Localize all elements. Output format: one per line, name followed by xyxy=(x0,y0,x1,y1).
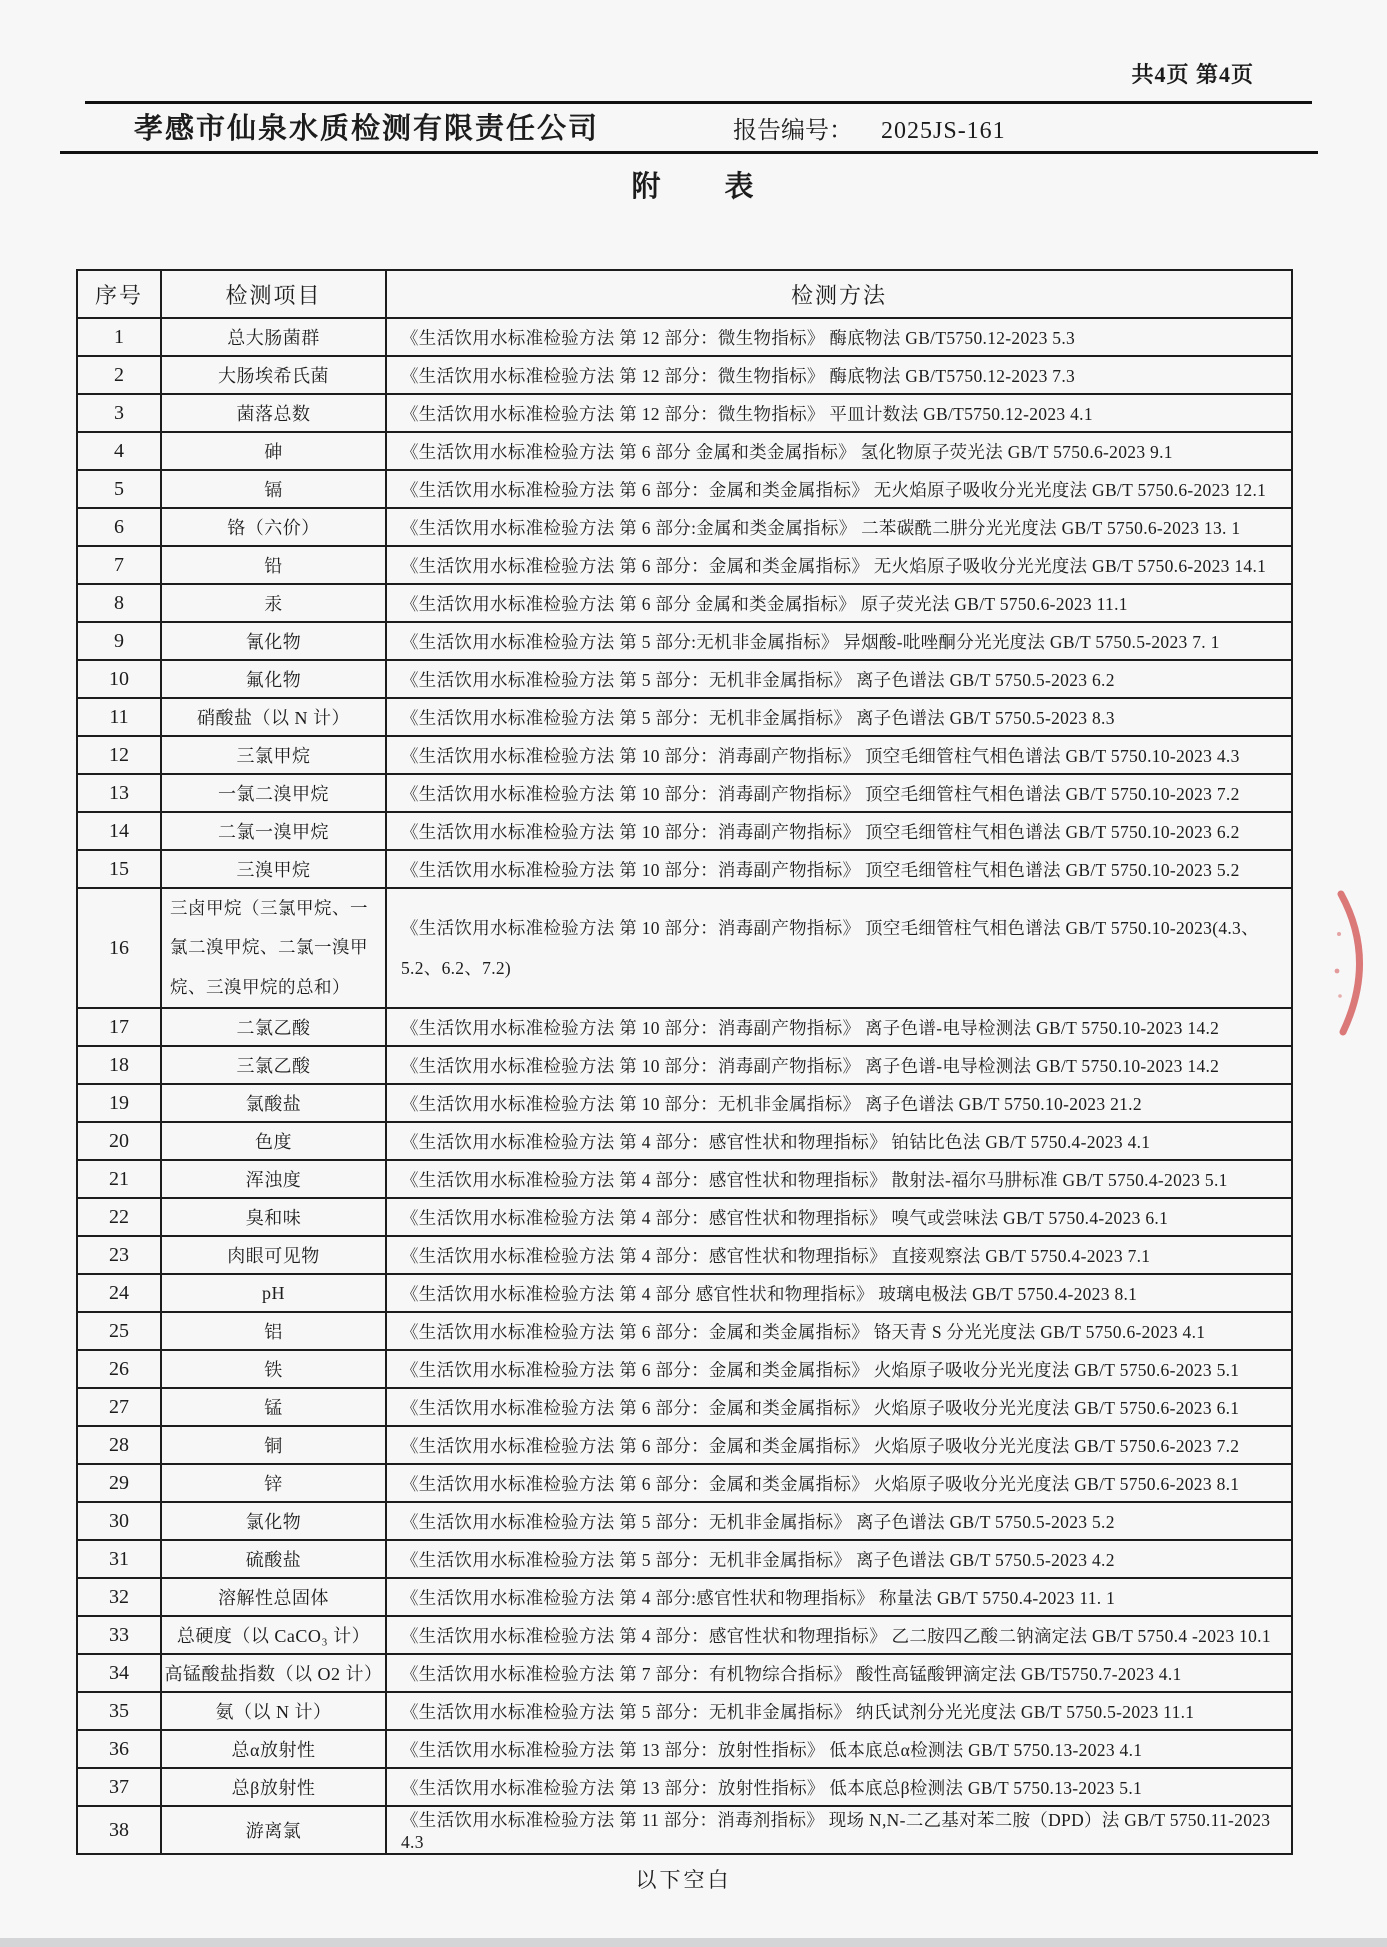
row-number: 35 xyxy=(77,1692,161,1730)
table-row xyxy=(77,1008,1292,1046)
test-method: 《生活饮用水标准检验方法 第 6 部分：金属和类金属指标》 火焰原子吸收分光光度法 GB/T 5750.6-2023 7.2 xyxy=(386,1426,1292,1464)
test-method: 《生活饮用水标准检验方法 第 12 部分：微生物指标》 酶底物法 GB/T5750.12-2023 7.3 xyxy=(386,356,1292,394)
test-item: 砷 xyxy=(161,432,386,470)
test-item: 高锰酸盐指数（以 O2 计） xyxy=(161,1654,386,1692)
table-row xyxy=(77,394,1292,432)
company-name: 孝感市仙泉水质检测有限责任公司 xyxy=(134,113,600,145)
test-item: 三卤甲烷（三氯甲烷、一氯二溴甲烷、二氯一溴甲烷、三溴甲烷的总和） xyxy=(161,888,386,1008)
test-item: 硝酸盐（以 N 计） xyxy=(161,698,386,736)
table-row xyxy=(77,660,1292,698)
test-item: 氯酸盐 xyxy=(161,1084,386,1122)
test-item: 氰化物 xyxy=(161,622,386,660)
test-method: 《生活饮用水标准检验方法 第 4 部分：感官性状和物理指标》 嗅气或尝味法 GB/T 5750.4-2023 6.1 xyxy=(386,1198,1292,1236)
row-number: 16 xyxy=(77,888,161,1008)
column-header-method: 检测方法 xyxy=(386,270,1292,318)
row-number: 5 xyxy=(77,470,161,508)
table-row xyxy=(77,1616,1292,1654)
row-number: 18 xyxy=(77,1046,161,1084)
test-method: 《生活饮用水标准检验方法 第 5 部分：无机非金属指标》 纳氏试剂分光光度法 GB/T 5750.5-2023 11.1 xyxy=(386,1692,1292,1730)
table-row xyxy=(77,850,1292,888)
row-number: 6 xyxy=(77,508,161,546)
test-method: 《生活饮用水标准检验方法 第 6 部分 金属和类金属指标》 原子荧光法 GB/T 5750.6-2023 11.1 xyxy=(386,584,1292,622)
table-row xyxy=(77,470,1292,508)
test-method: 《生活饮用水标准检验方法 第 6 部分 金属和类金属指标》 氢化物原子荧光法 GB/T 5750.6-2023 9.1 xyxy=(386,432,1292,470)
row-number: 4 xyxy=(77,432,161,470)
test-method: 《生活饮用水标准检验方法 第 13 部分：放射性指标》 低本底总β检测法 GB/T 5750.13-2023 5.1 xyxy=(386,1768,1292,1806)
test-item: 铅 xyxy=(161,546,386,584)
test-item: 硫酸盐 xyxy=(161,1540,386,1578)
test-item: 铜 xyxy=(161,1426,386,1464)
row-number: 21 xyxy=(77,1160,161,1198)
row-number: 25 xyxy=(77,1312,161,1350)
table-row xyxy=(77,1768,1292,1806)
row-number: 14 xyxy=(77,812,161,850)
header-rule-bottom xyxy=(60,151,1318,154)
row-number: 37 xyxy=(77,1768,161,1806)
test-item: 二氯乙酸 xyxy=(161,1008,386,1046)
row-number: 13 xyxy=(77,774,161,812)
row-number: 30 xyxy=(77,1502,161,1540)
table-row xyxy=(77,318,1292,356)
test-method: 《生活饮用水标准检验方法 第 4 部分：感官性状和物理指标》 散射法-福尔马肼标准 GB/T 5750.4-2023 5.1 xyxy=(386,1160,1292,1198)
column-header-no: 序号 xyxy=(77,270,161,318)
test-item: 大肠埃希氏菌 xyxy=(161,356,386,394)
test-item: 色度 xyxy=(161,1122,386,1160)
table-row xyxy=(77,1388,1292,1426)
table-header-row xyxy=(77,270,1292,318)
row-number: 23 xyxy=(77,1236,161,1274)
test-method: 《生活饮用水标准检验方法 第 6 部分：金属和类金属指标》 无火焰原子吸收分光光度法 GB/T 5750.6-2023 14.1 xyxy=(386,546,1292,584)
row-number: 28 xyxy=(77,1426,161,1464)
test-method: 《生活饮用水标准检验方法 第 4 部分：感官性状和物理指标》 铂钴比色法 GB/T 5750.4-2023 4.1 xyxy=(386,1122,1292,1160)
page-number-info: 共4页 第4页 xyxy=(1131,62,1254,87)
test-item: 总β放射性 xyxy=(161,1768,386,1806)
red-seal-edge-icon xyxy=(1325,888,1387,1038)
table-row xyxy=(77,622,1292,660)
test-method: 《生活饮用水标准检验方法 第 6 部分：金属和类金属指标》 铬天青 S 分光光度法 GB/T 5750.6-2023 4.1 xyxy=(386,1312,1292,1350)
test-item: 三氯甲烷 xyxy=(161,736,386,774)
table-row xyxy=(77,1084,1292,1122)
row-number: 32 xyxy=(77,1578,161,1616)
test-method: 《生活饮用水标准检验方法 第 13 部分：放射性指标》 低本底总α检测法 GB/T 5750.13-2023 4.1 xyxy=(386,1730,1292,1768)
test-method: 《生活饮用水标准检验方法 第 10 部分：消毒副产物指标》 离子色谱-电导检测法 GB/T 5750.10-2023 14.2 xyxy=(386,1046,1292,1084)
table-row xyxy=(77,888,1292,1008)
test-method: 《生活饮用水标准检验方法 第 10 部分：消毒副产物指标》 顶空毛细管柱气相色谱法 GB/T 5750.10-2023 5.2 xyxy=(386,850,1292,888)
row-number: 38 xyxy=(77,1806,161,1854)
header-rule-top xyxy=(85,101,1312,104)
test-item: 三溴甲烷 xyxy=(161,850,386,888)
test-item: 锌 xyxy=(161,1464,386,1502)
table-row xyxy=(77,1274,1292,1312)
test-item: 总α放射性 xyxy=(161,1730,386,1768)
test-method: 《生活饮用水标准检验方法 第 10 部分：消毒副产物指标》 离子色谱-电导检测法 GB/T 5750.10-2023 14.2 xyxy=(386,1008,1292,1046)
table-row xyxy=(77,584,1292,622)
table-body xyxy=(77,318,1292,1854)
test-method: 《生活饮用水标准检验方法 第 4 部分 感官性状和物理指标》 玻璃电极法 GB/T 5750.4-2023 8.1 xyxy=(386,1274,1292,1312)
row-number: 26 xyxy=(77,1350,161,1388)
test-item: 镉 xyxy=(161,470,386,508)
test-item: 铝 xyxy=(161,1312,386,1350)
test-item: 一氯二溴甲烷 xyxy=(161,774,386,812)
row-number: 34 xyxy=(77,1654,161,1692)
test-method: 《生活饮用水标准检验方法 第 6 部分：金属和类金属指标》 无火焰原子吸收分光光度法 GB/T 5750.6-2023 12.1 xyxy=(386,470,1292,508)
row-number: 10 xyxy=(77,660,161,698)
table-row xyxy=(77,1122,1292,1160)
row-number: 31 xyxy=(77,1540,161,1578)
title-char-1: 附 xyxy=(631,171,663,203)
test-item: 氟化物 xyxy=(161,660,386,698)
table-row xyxy=(77,1236,1292,1274)
row-number: 36 xyxy=(77,1730,161,1768)
test-item: 溶解性总固体 xyxy=(161,1578,386,1616)
test-item: 总硬度（以 CaCO₃ 计） xyxy=(161,1616,386,1654)
table-row xyxy=(77,1426,1292,1464)
test-method: 《生活饮用水标准检验方法 第 10 部分：消毒副产物指标》 顶空毛细管柱气相色谱法 GB/T 5750.10-2023 6.2 xyxy=(386,812,1292,850)
test-method: 《生活饮用水标准检验方法 第 4 部分：感官性状和物理指标》 乙二胺四乙酸二钠滴定法 GB/T 5750.4 -2023 10.1 xyxy=(386,1616,1292,1654)
table-row xyxy=(77,1578,1292,1616)
report-number-value: 2025JS-161 xyxy=(881,118,1006,144)
test-item: 铬（六价） xyxy=(161,508,386,546)
test-item: 氨（以 N 计） xyxy=(161,1692,386,1730)
table-row xyxy=(77,356,1292,394)
table-row xyxy=(77,1806,1292,1854)
test-item: 浑浊度 xyxy=(161,1160,386,1198)
table-row xyxy=(77,1312,1292,1350)
test-method: 《生活饮用水标准检验方法 第 6 部分：金属和类金属指标》 火焰原子吸收分光光度法 GB/T 5750.6-2023 5.1 xyxy=(386,1350,1292,1388)
table-row xyxy=(77,432,1292,470)
report-number-label: 报告编号： xyxy=(733,118,853,144)
row-number: 22 xyxy=(77,1198,161,1236)
test-method: 《生活饮用水标准检验方法 第 10 部分：无机非金属指标》 离子色谱法 GB/T 5750.10-2023 21.2 xyxy=(386,1084,1292,1122)
row-number: 33 xyxy=(77,1616,161,1654)
table-row xyxy=(77,1350,1292,1388)
table-row xyxy=(77,508,1292,546)
table-row xyxy=(77,774,1292,812)
table-row xyxy=(77,1160,1292,1198)
test-item: 铁 xyxy=(161,1350,386,1388)
table-row xyxy=(77,1046,1292,1084)
test-method: 《生活饮用水标准检验方法 第 11 部分：消毒剂指标》 现场 N,N-二乙基对苯二胺（DPD）法 GB/T 5750.11-2023 4.3 xyxy=(386,1806,1292,1854)
column-header-item: 检测项目 xyxy=(161,270,386,318)
row-number: 20 xyxy=(77,1122,161,1160)
test-method: 《生活饮用水标准检验方法 第 5 部分：无机非金属指标》 离子色谱法 GB/T 5750.5-2023 6.2 xyxy=(386,660,1292,698)
row-number: 7 xyxy=(77,546,161,584)
test-methods-table xyxy=(76,269,1293,1855)
row-number: 2 xyxy=(77,356,161,394)
blank-below-note: 以下空白 xyxy=(635,1868,732,1892)
page-title xyxy=(0,164,1387,205)
row-number: 11 xyxy=(77,698,161,736)
test-method: 《生活饮用水标准检验方法 第 10 部分：消毒副产物指标》 顶空毛细管柱气相色谱法 GB/T 5750.10-2023 7.2 xyxy=(386,774,1292,812)
row-number: 29 xyxy=(77,1464,161,1502)
row-number: 1 xyxy=(77,318,161,356)
table-row xyxy=(77,1654,1292,1692)
table-row xyxy=(77,812,1292,850)
test-method: 《生活饮用水标准检验方法 第 5 部分：无机非金属指标》 离子色谱法 GB/T 5750.5-2023 4.2 xyxy=(386,1540,1292,1578)
row-number: 12 xyxy=(77,736,161,774)
row-number: 24 xyxy=(77,1274,161,1312)
test-method: 《生活饮用水标准检验方法 第 6 部分：金属和类金属指标》 火焰原子吸收分光光度法 GB/T 5750.6-2023 6.1 xyxy=(386,1388,1292,1426)
test-method: 《生活饮用水标准检验方法 第 5 部分:无机非金属指标》 异烟酸-吡唑酮分光光度法 GB/T 5750.5-2023 7. 1 xyxy=(386,622,1292,660)
test-item: 游离氯 xyxy=(161,1806,386,1854)
row-number: 9 xyxy=(77,622,161,660)
report-number-line xyxy=(733,110,1006,145)
table-row xyxy=(77,1464,1292,1502)
table-row xyxy=(77,1730,1292,1768)
test-method: 《生活饮用水标准检验方法 第 12 部分：微生物指标》 平皿计数法 GB/T5750.12-2023 4.1 xyxy=(386,394,1292,432)
table-row xyxy=(77,698,1292,736)
test-item: 三氯乙酸 xyxy=(161,1046,386,1084)
test-method: 《生活饮用水标准检验方法 第 10 部分：消毒副产物指标》 顶空毛细管柱气相色谱法 GB/T 5750.10-2023(4.3、5.2、6.2、7.2) xyxy=(386,888,1292,1008)
row-number: 8 xyxy=(77,584,161,622)
table-row xyxy=(77,546,1292,584)
table-row xyxy=(77,736,1292,774)
test-method: 《生活饮用水标准检验方法 第 12 部分：微生物指标》 酶底物法 GB/T5750.12-2023 5.3 xyxy=(386,318,1292,356)
test-method: 《生活饮用水标准检验方法 第 6 部分：金属和类金属指标》 火焰原子吸收分光光度法 GB/T 5750.6-2023 8.1 xyxy=(386,1464,1292,1502)
test-method: 《生活饮用水标准检验方法 第 6 部分:金属和类金属指标》 二苯碳酰二肼分光光度法 GB/T 5750.6-2023 13. 1 xyxy=(386,508,1292,546)
test-method: 《生活饮用水标准检验方法 第 7 部分：有机物综合指标》 酸性高锰酸钾滴定法 GB/T5750.7-2023 4.1 xyxy=(386,1654,1292,1692)
test-item: 二氯一溴甲烷 xyxy=(161,812,386,850)
test-item: 菌落总数 xyxy=(161,394,386,432)
table-row xyxy=(77,1692,1292,1730)
test-method: 《生活饮用水标准检验方法 第 5 部分：无机非金属指标》 离子色谱法 GB/T 5750.5-2023 8.3 xyxy=(386,698,1292,736)
scan-edge xyxy=(0,1938,1387,1947)
test-method: 《生活饮用水标准检验方法 第 10 部分：消毒副产物指标》 顶空毛细管柱气相色谱法 GB/T 5750.10-2023 4.3 xyxy=(386,736,1292,774)
test-item: 氯化物 xyxy=(161,1502,386,1540)
row-number: 3 xyxy=(77,394,161,432)
table-row xyxy=(77,1540,1292,1578)
test-method: 《生活饮用水标准检验方法 第 4 部分:感官性状和物理指标》 称量法 GB/T 5750.4-2023 11. 1 xyxy=(386,1578,1292,1616)
test-item: pH xyxy=(161,1274,386,1312)
test-item: 汞 xyxy=(161,584,386,622)
table-row xyxy=(77,1198,1292,1236)
row-number: 27 xyxy=(77,1388,161,1426)
title-char-2: 表 xyxy=(724,171,756,203)
test-method: 《生活饮用水标准检验方法 第 4 部分：感官性状和物理指标》 直接观察法 GB/T 5750.4-2023 7.1 xyxy=(386,1236,1292,1274)
test-item: 总大肠菌群 xyxy=(161,318,386,356)
test-item: 臭和味 xyxy=(161,1198,386,1236)
test-item: 肉眼可见物 xyxy=(161,1236,386,1274)
row-number: 15 xyxy=(77,850,161,888)
table-row xyxy=(77,1502,1292,1540)
test-method: 《生活饮用水标准检验方法 第 5 部分：无机非金属指标》 离子色谱法 GB/T 5750.5-2023 5.2 xyxy=(386,1502,1292,1540)
row-number: 19 xyxy=(77,1084,161,1122)
row-number: 17 xyxy=(77,1008,161,1046)
test-item: 锰 xyxy=(161,1388,386,1426)
